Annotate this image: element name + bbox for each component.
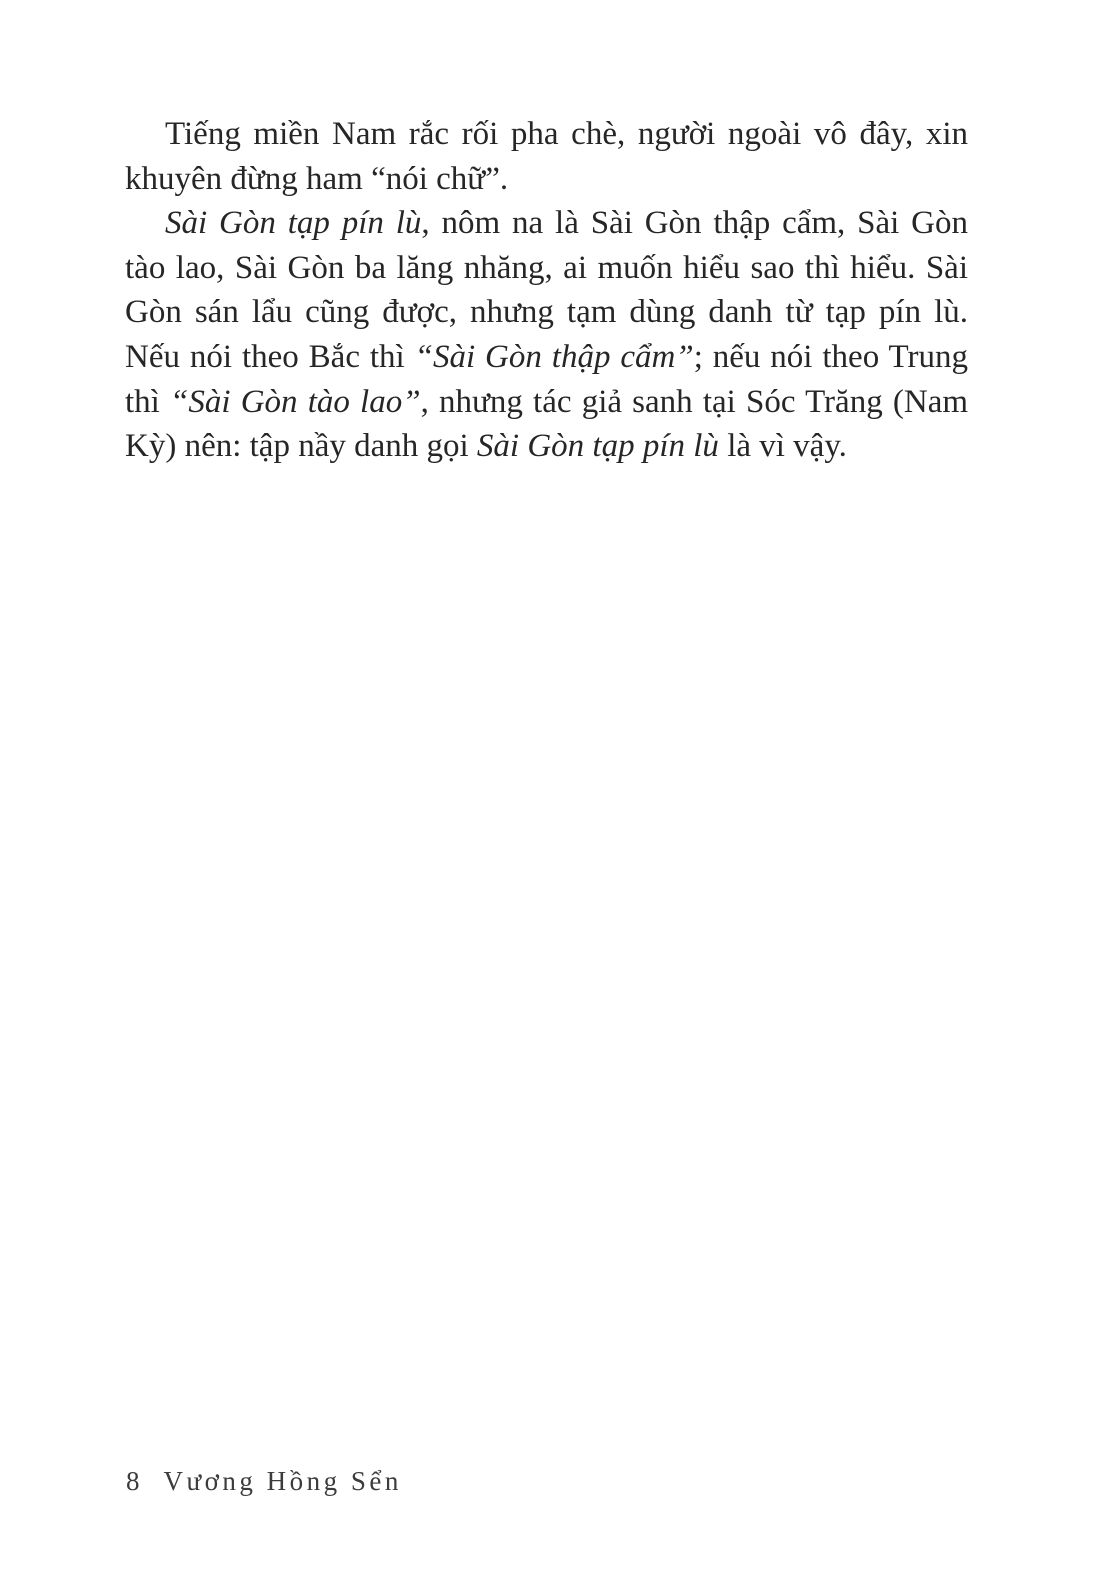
paragraph-2-run-text: ; nếu nói theo Trung thì [125,338,968,420]
paragraph-1-text: Tiếng miền Nam rắc rối pha chè, người ngoài vô đây, xin khuyên đừng ham “nói chữ”. [125,116,968,197]
footer-author-name: Vương Hồng Sển [163,1466,402,1496]
page-number: 8 [126,1466,140,1496]
paragraph-2-run-text: , nôm na là Sài Gòn thập cẩm, Sài Gòn tào lao, Sài Gòn ba lăng nhăng, ai muốn hiểu sao thì hiểu. Sài Gòn sán lẩu cũng được, nhưng tạm dùng danh từ tạp pín lù. Nếu nói theo Bắc thì [125,205,968,375]
paragraph-2 [125,201,968,469]
paragraph-1 [125,112,968,201]
paragraph-2-run-italic-quote-north: “Sài Gòn thập cẩm” [414,338,694,375]
paragraph-2-run-text: , nhưng tác giả sanh tại Sóc Trăng (Nam Kỳ) nên: tập nầy danh gọi [125,383,969,465]
page-body-text [125,112,968,469]
paragraph-2-run-text: là vì vậy. [718,428,847,465]
paragraph-2-run-italic-title: Sài Gòn tạp pín lù [476,428,719,465]
paragraph-2-run-italic-quote-central: “Sài Gòn tào lao” [170,383,421,420]
paragraph-2-run-italic-title: Sài Gòn tạp pín lù [165,205,422,242]
page-footer [126,1464,402,1498]
